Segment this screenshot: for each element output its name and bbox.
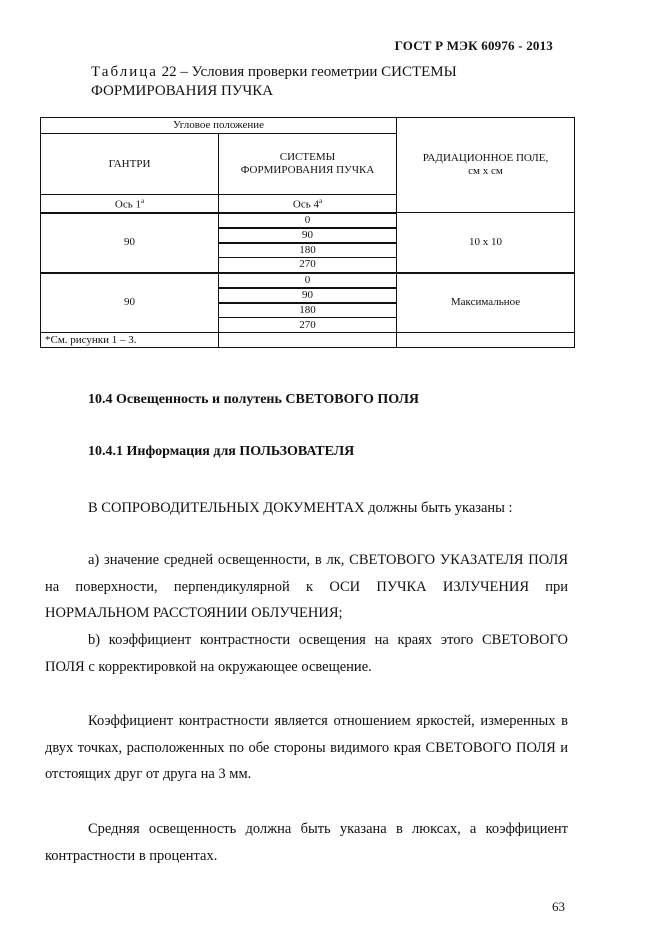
axis4-label: Ось 4 <box>292 198 319 211</box>
field-header-line1: РАДИАЦИОННОЕ ПОЛЕ, <box>422 152 549 165</box>
paragraph <box>45 708 568 788</box>
paragraph <box>45 816 568 869</box>
table-caption <box>91 63 531 101</box>
table-caption-text: – Условия проверки геометрии СИСТЕМЫ <box>176 64 457 80</box>
paragraph <box>45 627 568 680</box>
section-heading-10-4-1: 10.4.1 Информация для ПОЛЬЗОВАТЕЛЯ <box>88 444 355 459</box>
axis1-label: Ось 1 <box>114 198 141 211</box>
table-header-gantry: ГАНТРИ <box>41 134 219 195</box>
field-header-line2: см х см <box>468 165 503 178</box>
table-caption-line2: ФОРМИРОВАНИЯ ПУЧКА <box>91 83 274 99</box>
axis4-sup: a <box>319 197 323 205</box>
paragraph-text: b) коэффициент контрастности освещения на краях этого СВЕТОВОГО ПОЛЯ с корректировкой на окружающее освещение. <box>45 632 568 675</box>
system-header-line2: ФОРМИРОВАНИЯ ПУЧКА <box>240 164 375 176</box>
table-footnote-empty <box>219 333 397 348</box>
paragraph-text: Коэффициент контрастности является отношением яркостей, измеренных в двух точках, расположенных по обе стороны видимого края СВЕТОВОГО ПОЛЯ и отстоящих друг от друга на 3 мм. <box>45 713 568 782</box>
table-cell-field-2: Максимальное <box>397 273 575 333</box>
document-code: ГОСТ Р МЭК 60976 - 2013 <box>394 38 553 53</box>
paragraph <box>45 495 568 522</box>
table-cell-angle: 270 <box>219 318 397 333</box>
table-cell-gantry-1: 90 <box>41 213 219 273</box>
paragraph-text: a) значение средней освещенности, в лк, СВЕТОВОГО УКАЗАТЕЛЯ ПОЛЯ на поверхности, перпендикулярной к ОСИ ПУЧКА ИЗЛУЧЕНИЯ при НОРМАЛЬНОМ РАССТОЯНИИ ОБЛУЧЕНИЯ; <box>45 552 568 621</box>
table-cell-angle: 0 <box>219 213 397 228</box>
paragraph-text: Средняя освещенность должна быть указана в люксах, а коэффициент контрастности в процентах. <box>45 821 568 864</box>
table-cell-angle: 180 <box>219 243 397 258</box>
geometry-test-table <box>40 117 575 348</box>
table-cell-angle: 90 <box>219 228 397 243</box>
section-heading-10-4: 10.4 Освещенность и полутень СВЕТОВОГО ПОЛЯ <box>88 392 420 407</box>
table-group-header: Угловое положение <box>41 118 397 134</box>
table-cell-angle: 270 <box>219 258 397 273</box>
table-header-system <box>219 134 397 195</box>
system-header-line1: СИСТЕМЫ <box>279 151 336 163</box>
table-header-axis4 <box>219 195 397 213</box>
table-footnote-empty <box>397 333 575 348</box>
table-header-field <box>397 118 575 213</box>
table-header-axis1 <box>41 195 219 213</box>
table-cell-gantry-2: 90 <box>41 273 219 333</box>
axis1-sup: a <box>140 197 145 205</box>
table-footnote: *См. рисунки 1 – 3. <box>41 333 219 348</box>
paragraph-text: В СОПРОВОДИТЕЛЬНЫХ ДОКУМЕНТАХ должны быть указаны : <box>88 500 513 516</box>
table-caption-number: 22 <box>161 64 177 80</box>
table-cell-field-1: 10 х 10 <box>397 213 575 273</box>
table-cell-angle: 0 <box>219 273 397 288</box>
paragraph <box>45 547 568 627</box>
table-cell-angle: 180 <box>219 303 397 318</box>
table-caption-label: Таблица <box>91 64 158 80</box>
table-cell-angle: 90 <box>219 288 397 303</box>
page-number: 63 <box>552 899 565 914</box>
